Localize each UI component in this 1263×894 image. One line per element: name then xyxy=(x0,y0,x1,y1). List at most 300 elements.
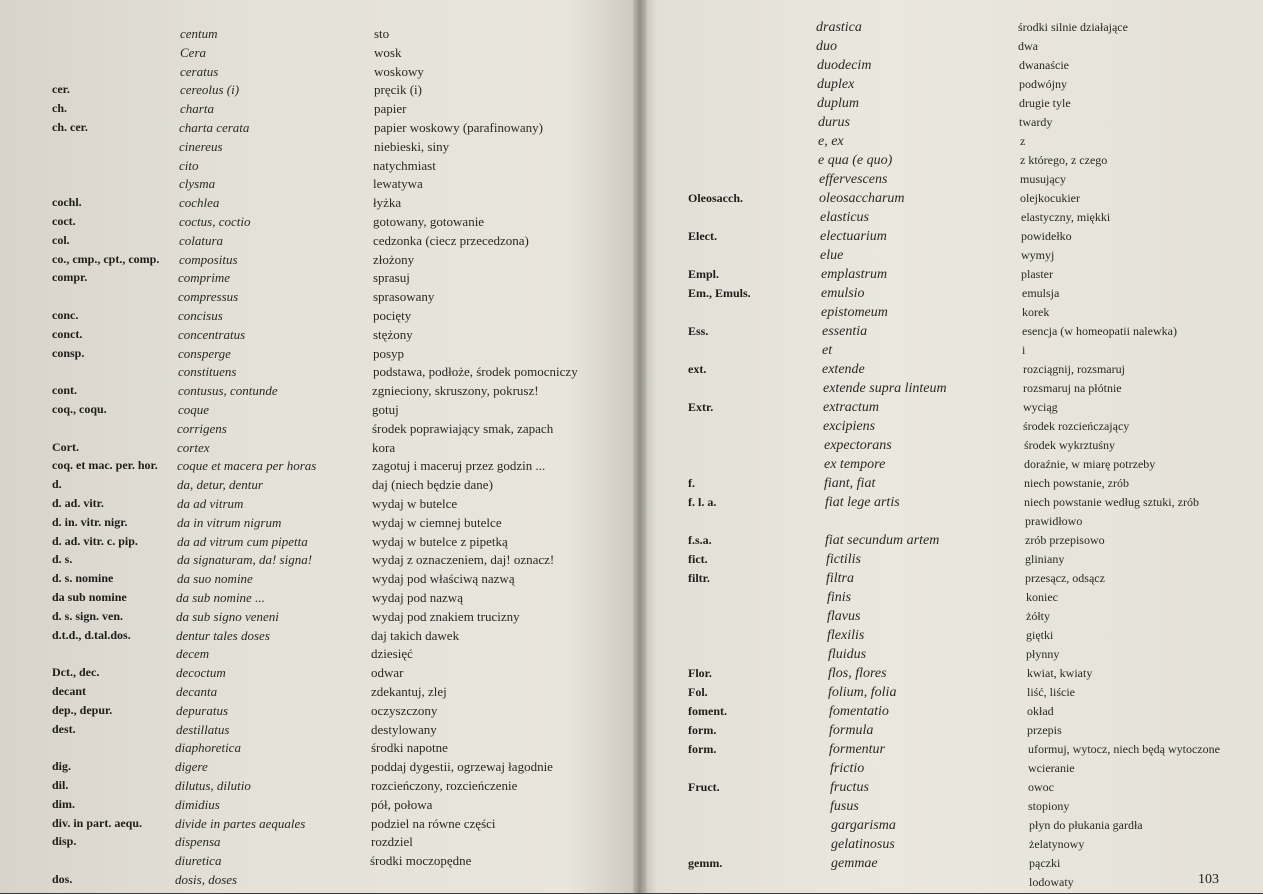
entry-latin-term: fusus xyxy=(830,799,859,814)
entry-latin-term: da ad vitrum cum pipetta xyxy=(177,533,308,549)
entry-polish-translation: wydaj z oznaczeniem, daj! oznacz! xyxy=(372,552,555,568)
entry-polish-translation: oczyszczony xyxy=(371,702,438,718)
right-page xyxy=(650,0,1263,893)
dictionary-entry xyxy=(650,647,1263,666)
dictionary-entry xyxy=(0,684,630,703)
entry-latin-term: dilutus, dilutio xyxy=(175,778,251,793)
entry-abbreviation: Em., Emuls. xyxy=(688,286,751,300)
entry-latin-term: oleosaccharum xyxy=(819,191,905,206)
entry-latin-term: decanta xyxy=(176,684,218,699)
dictionary-entry xyxy=(0,440,630,459)
entry-abbreviation: ch. cer. xyxy=(52,120,88,134)
entry-polish-translation: wydaj pod nazwą xyxy=(372,590,463,605)
entry-latin-term: diaphoretica xyxy=(175,740,241,756)
entry-latin-term: fictilis xyxy=(826,552,861,567)
entry-latin-term: et xyxy=(822,343,833,358)
entry-polish-translation: z którego, z czego xyxy=(1020,153,1108,167)
dictionary-entry xyxy=(0,289,630,308)
dictionary-entry xyxy=(650,191,1263,210)
entry-latin-term: da sub nomine ... xyxy=(176,590,265,605)
entry-polish-translation: żelatynowy xyxy=(1029,837,1085,851)
entry-polish-translation: rozsmaruj na płótnie xyxy=(1023,381,1122,395)
entry-polish-translation: poddaj dygestii, ogrzewaj łagodnie xyxy=(371,759,553,775)
dictionary-entry xyxy=(650,571,1263,590)
entry-latin-term: constituens xyxy=(178,364,237,380)
entry-abbreviation: f. xyxy=(688,476,695,490)
entry-abbreviation: d. s. xyxy=(52,552,73,567)
entry-latin-term: e qua (e quo) xyxy=(818,153,893,168)
entry-polish-translation: plaster xyxy=(1021,267,1053,281)
entry-polish-translation: zagotuj i maceruj przez godzin ... xyxy=(372,458,546,474)
entry-latin-term: da suo nomine xyxy=(177,571,253,587)
dictionary-entry xyxy=(650,799,1263,818)
entry-latin-term: charta cerata xyxy=(179,120,250,135)
entry-polish-translation: wosk xyxy=(374,44,402,60)
dictionary-entry xyxy=(0,139,630,158)
entry-latin-term: duplex xyxy=(817,77,855,92)
dictionary-entry xyxy=(0,797,630,816)
entry-polish-translation: niech powstanie, zrób xyxy=(1024,476,1129,490)
page-number: 103 xyxy=(1198,872,1219,887)
dictionary-entry xyxy=(650,362,1263,381)
entry-polish-translation: łyżka xyxy=(373,195,402,211)
dictionary-entry xyxy=(0,759,630,778)
entry-polish-translation: liść, liście xyxy=(1027,685,1075,699)
entry-polish-translation: stopiony xyxy=(1028,799,1070,813)
left-page xyxy=(0,0,630,893)
entry-abbreviation: d. s. nomine xyxy=(52,571,114,586)
entry-latin-term: effervescens xyxy=(819,172,888,187)
dictionary-entry xyxy=(0,45,630,64)
entry-polish-translation: stężony xyxy=(373,326,413,342)
entry-latin-term: duo xyxy=(816,39,837,54)
entry-polish-translation: kwiat, kwiaty xyxy=(1027,666,1093,680)
entry-latin-term: fomentatio xyxy=(829,704,889,719)
dictionary-entry xyxy=(650,438,1263,457)
entry-latin-term: fluidus xyxy=(828,647,867,662)
entry-abbreviation: dim. xyxy=(52,796,76,811)
dictionary-entry xyxy=(0,64,630,83)
entry-latin-term: contusus, contunde xyxy=(178,383,278,399)
entry-latin-term: durus xyxy=(818,115,850,130)
dictionary-entry xyxy=(650,229,1263,248)
entry-polish-translation: niebieski, siny xyxy=(374,138,450,154)
dictionary-entry xyxy=(0,458,630,477)
entry-abbreviation: Ess. xyxy=(688,324,709,338)
entry-latin-term: corrigens xyxy=(177,420,227,436)
dictionary-entry xyxy=(650,666,1263,685)
entry-polish-translation: wydaj w butelce xyxy=(372,496,458,511)
entry-abbreviation: Flor. xyxy=(688,666,712,680)
dictionary-entry xyxy=(0,82,630,101)
entry-abbreviation: ext. xyxy=(688,362,707,376)
entry-polish-translation: odwar xyxy=(371,665,404,681)
entry-latin-term: cinereus xyxy=(179,138,223,154)
entry-polish-translation: zgnieciony, skruszony, pokrusz! xyxy=(372,383,539,399)
entry-abbreviation: cont. xyxy=(52,383,77,398)
entry-polish-translation: papier woskowy (parafinowany) xyxy=(374,120,543,135)
dictionary-entry xyxy=(0,214,630,233)
entry-polish-translation: środki moczopędne xyxy=(370,853,472,869)
entry-latin-term: frictio xyxy=(830,761,865,776)
entry-latin-term: duplum xyxy=(817,96,859,111)
entry-latin-term: da sub signo veneni xyxy=(176,608,279,624)
entry-latin-term: cito xyxy=(179,157,199,173)
dictionary-entry xyxy=(650,685,1263,704)
entry-latin-term: excipiens xyxy=(823,419,876,434)
entry-latin-term: filtra xyxy=(826,571,855,586)
entry-abbreviation: cochl. xyxy=(52,195,82,210)
dictionary-entry xyxy=(0,646,630,665)
entry-latin-term: dosis, doses xyxy=(175,872,238,887)
entry-polish-translation: wydaj pod znakiem trucizny xyxy=(372,608,520,624)
dictionary-entry xyxy=(650,343,1263,362)
dictionary-entry xyxy=(0,515,630,534)
entry-polish-translation: środek rozcieńczający xyxy=(1023,419,1130,433)
entry-polish-translation: lewatywa xyxy=(373,176,423,192)
dictionary-entry xyxy=(650,172,1263,191)
entry-polish-translation: z xyxy=(1020,134,1026,148)
entry-polish-translation: daj (niech będzie dane) xyxy=(372,477,493,493)
entry-polish-translation: środki napotne xyxy=(371,740,448,756)
entry-abbreviation: Fruct. xyxy=(688,780,720,794)
dictionary-entry xyxy=(650,20,1263,39)
entry-latin-term: da in vitrum nigrum xyxy=(177,514,282,530)
entry-latin-term: essentia xyxy=(822,324,868,339)
entry-polish-translation: musujący xyxy=(1020,172,1066,186)
entry-polish-translation: wymyj xyxy=(1021,248,1055,262)
entry-polish-translation: powidełko xyxy=(1021,229,1072,243)
entry-polish-translation: elastyczny, miękki xyxy=(1021,210,1111,224)
entry-polish-translation: gotowany, gotowanie xyxy=(373,214,485,229)
entry-latin-term: Cera xyxy=(180,44,206,60)
entry-abbreviation: f. l. a. xyxy=(688,495,717,509)
dictionary-entry xyxy=(0,590,630,609)
entry-polish-translation: koniec xyxy=(1026,590,1058,604)
dictionary-entry xyxy=(650,590,1263,609)
entry-polish-translation: wydaj pod właściwą nazwą xyxy=(372,571,515,587)
entry-latin-term: fiat secundum artem xyxy=(825,533,940,548)
entry-latin-term: emplastrum xyxy=(821,267,888,282)
entry-latin-term: elue xyxy=(820,248,844,263)
dictionary-entry xyxy=(650,324,1263,343)
entry-polish-translation: emulsja xyxy=(1022,286,1060,300)
entry-abbreviation: gemm. xyxy=(688,856,723,870)
entry-polish-translation: papier xyxy=(374,101,407,117)
entry-polish-translation: złożony xyxy=(373,251,415,267)
entry-latin-term: destillatus xyxy=(176,721,230,737)
dictionary-entry xyxy=(0,665,630,684)
entry-abbreviation: d. ad. vitr. c. pip. xyxy=(52,533,138,548)
dictionary-entry xyxy=(0,552,630,571)
entry-latin-term: da, detur, dentur xyxy=(177,477,263,493)
entry-polish-translation: natychmiast xyxy=(373,157,436,173)
entry-polish-translation: rozciągnij, rozsmaruj xyxy=(1023,362,1125,376)
entry-latin-term: divide in partes aequales xyxy=(175,815,306,831)
entry-polish-translation: podstawa, podłoże, środek pomocniczy xyxy=(373,364,578,380)
entry-polish-translation: środek wykrztuśny xyxy=(1024,438,1115,452)
dictionary-entry xyxy=(650,419,1263,438)
entry-abbreviation: Elect. xyxy=(688,229,717,243)
entry-polish-translation: wydaj w butelce z pipetką xyxy=(372,533,508,549)
entry-latin-term: cereolus (i) xyxy=(180,82,240,98)
entry-latin-term: formula xyxy=(829,723,874,738)
entry-polish-translation: posyp xyxy=(373,345,405,361)
dictionary-entry xyxy=(0,703,630,722)
entry-latin-term: flavus xyxy=(827,609,861,624)
entry-latin-term: drastica xyxy=(816,20,862,35)
dictionary-entry xyxy=(650,875,1263,894)
entry-latin-term: flexilis xyxy=(827,628,865,643)
entry-polish-translation: woskowy xyxy=(374,63,424,79)
dictionary-entry xyxy=(0,496,630,515)
entry-latin-term: finis xyxy=(827,590,852,605)
entry-abbreviation: da sub nomine xyxy=(52,590,127,604)
entry-latin-term: emulsio xyxy=(821,286,865,301)
entry-polish-translation: zrób przepisowo xyxy=(1025,533,1105,547)
dictionary-entry xyxy=(650,58,1263,77)
dictionary-entry xyxy=(0,778,630,797)
dictionary-entry xyxy=(0,421,630,440)
entry-polish-translation: podwójny xyxy=(1019,77,1067,91)
entry-latin-term: extractum xyxy=(823,400,879,415)
entry-latin-term: duodecim xyxy=(817,58,872,73)
entry-latin-term: coctus, coctio xyxy=(179,214,251,229)
dictionary-entry xyxy=(0,477,630,496)
entry-abbreviation: d. xyxy=(52,477,62,492)
entry-latin-term: compressus xyxy=(178,289,239,305)
dictionary-entry xyxy=(0,383,630,402)
entry-abbreviation: coct. xyxy=(52,214,76,228)
entry-latin-term: dimidius xyxy=(175,796,220,812)
entry-polish-translation: środki silnie działające xyxy=(1018,20,1128,34)
dictionary-entry xyxy=(650,780,1263,799)
entry-latin-term: gemmae xyxy=(831,856,878,871)
dictionary-entry xyxy=(0,872,630,891)
entry-polish-translation: rozcieńczony, rozcieńczenie xyxy=(371,778,518,793)
dictionary-entry xyxy=(650,818,1263,837)
entry-abbreviation: dep., depur. xyxy=(52,702,113,717)
entry-latin-term: fiat lege artis xyxy=(825,495,900,510)
dictionary-entry xyxy=(0,176,630,195)
entry-latin-term: dispensa xyxy=(175,834,221,850)
dictionary-entry xyxy=(650,153,1263,172)
dictionary-entry xyxy=(0,534,630,553)
dictionary-entry xyxy=(0,834,630,853)
dictionary-entry xyxy=(0,120,630,139)
entry-abbreviation: filtr. xyxy=(688,571,710,585)
dictionary-entry xyxy=(650,704,1263,723)
dictionary-entry xyxy=(0,327,630,346)
entry-abbreviation: Dct., dec. xyxy=(52,665,100,680)
entry-latin-term: compositus xyxy=(179,251,238,267)
dictionary-entry xyxy=(650,39,1263,58)
dictionary-entry xyxy=(650,134,1263,153)
dictionary-entry xyxy=(0,101,630,120)
entry-abbreviation: consp. xyxy=(52,345,85,360)
entry-latin-term: clysma xyxy=(179,176,216,192)
entry-polish-translation: pół, połowa xyxy=(371,796,433,812)
dictionary-entry xyxy=(650,723,1263,742)
dictionary-entry xyxy=(650,552,1263,571)
entry-polish-translation: owoc xyxy=(1028,780,1054,794)
entry-abbreviation: Empl. xyxy=(688,267,720,281)
entry-polish-translation: pręcik (i) xyxy=(374,82,423,98)
entry-abbreviation: coq., coqu. xyxy=(52,402,107,416)
entry-polish-translation: sprasowany xyxy=(373,289,435,305)
dictionary-entry xyxy=(0,628,630,647)
dictionary-entry xyxy=(650,476,1263,495)
entry-polish-translation: dwanaście xyxy=(1019,58,1069,72)
entry-abbreviation: fict. xyxy=(688,552,708,566)
entry-latin-term: charta xyxy=(180,101,214,117)
dictionary-entry xyxy=(650,286,1263,305)
entry-polish-translation: lodowaty xyxy=(1029,875,1074,889)
dictionary-entry xyxy=(650,210,1263,229)
entry-abbreviation: disp. xyxy=(52,834,77,849)
entry-polish-translation: gliniany xyxy=(1025,552,1065,566)
entry-latin-term: coque et macera per horas xyxy=(177,458,317,474)
entry-abbreviation: form. xyxy=(688,723,717,737)
dictionary-entry xyxy=(0,609,630,628)
dictionary-entry xyxy=(0,308,630,327)
entry-abbreviation: conct. xyxy=(52,326,83,341)
entry-latin-term: extende xyxy=(822,362,865,377)
entry-latin-term: ceratus xyxy=(180,63,219,79)
entry-polish-translation: wydaj w ciemnej butelce xyxy=(372,514,502,530)
entry-abbreviation: conc. xyxy=(52,308,79,322)
entry-latin-term: centum xyxy=(180,26,218,41)
entry-abbreviation: f.s.a. xyxy=(688,533,712,547)
entry-latin-term: concentratus xyxy=(178,326,246,342)
dictionary-entry xyxy=(0,270,630,289)
entry-polish-translation: kora xyxy=(372,439,396,455)
entry-latin-term: diuretica xyxy=(175,853,222,869)
entry-abbreviation: dest. xyxy=(52,721,76,736)
dictionary-entry xyxy=(650,457,1263,476)
entry-latin-term: dentur tales doses xyxy=(176,627,270,643)
entry-latin-term: decoctum xyxy=(176,665,226,681)
dictionary-entry xyxy=(650,77,1263,96)
entry-polish-translation: przesącz, odsącz xyxy=(1025,571,1105,585)
entry-latin-term: flos, flores xyxy=(828,666,887,681)
entry-polish-translation: olejkocukier xyxy=(1020,191,1080,205)
entry-polish-translation: gotuj xyxy=(372,402,399,417)
entry-polish-translation: doraźnie, w miarę potrzeby xyxy=(1024,457,1156,471)
dictionary-entry xyxy=(650,305,1263,324)
entry-polish-translation: drugie tyle xyxy=(1019,96,1071,110)
entry-abbreviation: compr. xyxy=(52,270,88,285)
entry-latin-term: epistomeum xyxy=(821,305,888,320)
entry-latin-term: ex tempore xyxy=(824,457,886,472)
entry-abbreviation: Extr. xyxy=(688,400,714,414)
dictionary-entry xyxy=(650,381,1263,400)
entry-polish-translation: dziesięć xyxy=(371,646,413,662)
entry-latin-term: cortex xyxy=(177,439,210,455)
entry-abbreviation: co., cmp., cpt., comp. xyxy=(52,251,160,266)
entry-polish-translation: dwa xyxy=(1018,39,1038,53)
entry-polish-translation: rozdziel xyxy=(371,834,413,850)
entry-polish-translation: żółty xyxy=(1026,609,1050,623)
entry-latin-term: fiant, fiat xyxy=(824,476,876,491)
dictionary-entry xyxy=(0,740,630,759)
book-gutter xyxy=(633,0,647,893)
dictionary-entry xyxy=(650,514,1263,533)
entry-abbreviation: d. in. vitr. nigr. xyxy=(52,514,128,529)
entry-abbreviation: dig. xyxy=(52,759,72,774)
entry-polish-translation: sto xyxy=(374,26,390,41)
entry-abbreviation: d. ad. vitr. xyxy=(52,496,104,510)
entry-abbreviation: ch. xyxy=(52,101,67,116)
dictionary-entry xyxy=(0,571,630,590)
entry-abbreviation: form. xyxy=(688,742,717,756)
entry-polish-translation: daj takich dawek xyxy=(371,627,460,643)
entry-latin-term: formentur xyxy=(829,742,885,757)
entry-latin-term: extende supra linteum xyxy=(823,381,947,396)
entry-polish-translation: przepis xyxy=(1027,723,1062,737)
entry-latin-term: da signaturam, da! signa! xyxy=(177,552,313,568)
dictionary-entry xyxy=(0,402,630,421)
dictionary-entry xyxy=(650,609,1263,628)
entry-abbreviation: Cort. xyxy=(52,439,79,454)
dictionary-entry xyxy=(650,267,1263,286)
entry-latin-term: fructus xyxy=(830,780,869,795)
entry-latin-term: concisus xyxy=(178,308,223,323)
entry-abbreviation: Fol. xyxy=(688,685,708,699)
entry-latin-term: decem xyxy=(176,646,210,662)
entry-latin-term: depuratus xyxy=(176,702,228,718)
entry-latin-term: colatura xyxy=(179,232,224,248)
entry-polish-translation: pocięty xyxy=(373,308,412,323)
entry-polish-translation: płynny xyxy=(1026,647,1060,661)
entry-latin-term: e, ex xyxy=(818,134,844,149)
entry-abbreviation: decant xyxy=(52,684,86,698)
dictionary-entry xyxy=(650,742,1263,761)
dictionary-entry xyxy=(0,722,630,741)
entry-latin-term: comprime xyxy=(178,270,230,286)
entry-latin-term: consperge xyxy=(178,345,231,361)
dictionary-entry xyxy=(650,495,1263,514)
entry-polish-translation: esencja (w homeopatii nalewka) xyxy=(1022,324,1177,338)
dictionary-entry xyxy=(0,26,630,45)
entry-polish-translation: płyn do płukania gardła xyxy=(1029,818,1143,832)
entry-polish-translation: wyciąg xyxy=(1023,400,1058,414)
entry-abbreviation: div. in part. aequ. xyxy=(52,815,143,830)
entry-polish-translation: niech powstanie według sztuki, zrób xyxy=(1024,495,1199,509)
entry-polish-translation: prawidłowo xyxy=(1025,514,1083,528)
dictionary-entry xyxy=(0,853,630,872)
entry-latin-term: expectorans xyxy=(824,438,892,453)
entry-polish-translation: uformuj, wytocz, niech będą wytoczone xyxy=(1028,742,1220,756)
dictionary-entry xyxy=(650,856,1263,875)
entry-latin-term: electuarium xyxy=(820,229,887,244)
dictionary-entry xyxy=(650,837,1263,856)
entry-abbreviation: dos. xyxy=(52,872,73,886)
entry-polish-translation: korek xyxy=(1022,305,1050,319)
entry-abbreviation: col. xyxy=(52,232,70,247)
entry-latin-term: coque xyxy=(178,402,210,417)
dictionary-entry xyxy=(0,233,630,252)
entry-abbreviation: cer. xyxy=(52,82,70,97)
entry-latin-term: gelatinosus xyxy=(831,837,895,852)
entry-abbreviation: coq. et mac. per. hor. xyxy=(52,458,158,473)
entry-abbreviation: d.t.d., d.tal.dos. xyxy=(52,627,131,642)
dictionary-entry xyxy=(650,115,1263,134)
dictionary-entry xyxy=(0,816,630,835)
dictionary-entry xyxy=(0,158,630,177)
dictionary-entry xyxy=(0,364,630,383)
entry-polish-translation: okład xyxy=(1027,704,1054,718)
